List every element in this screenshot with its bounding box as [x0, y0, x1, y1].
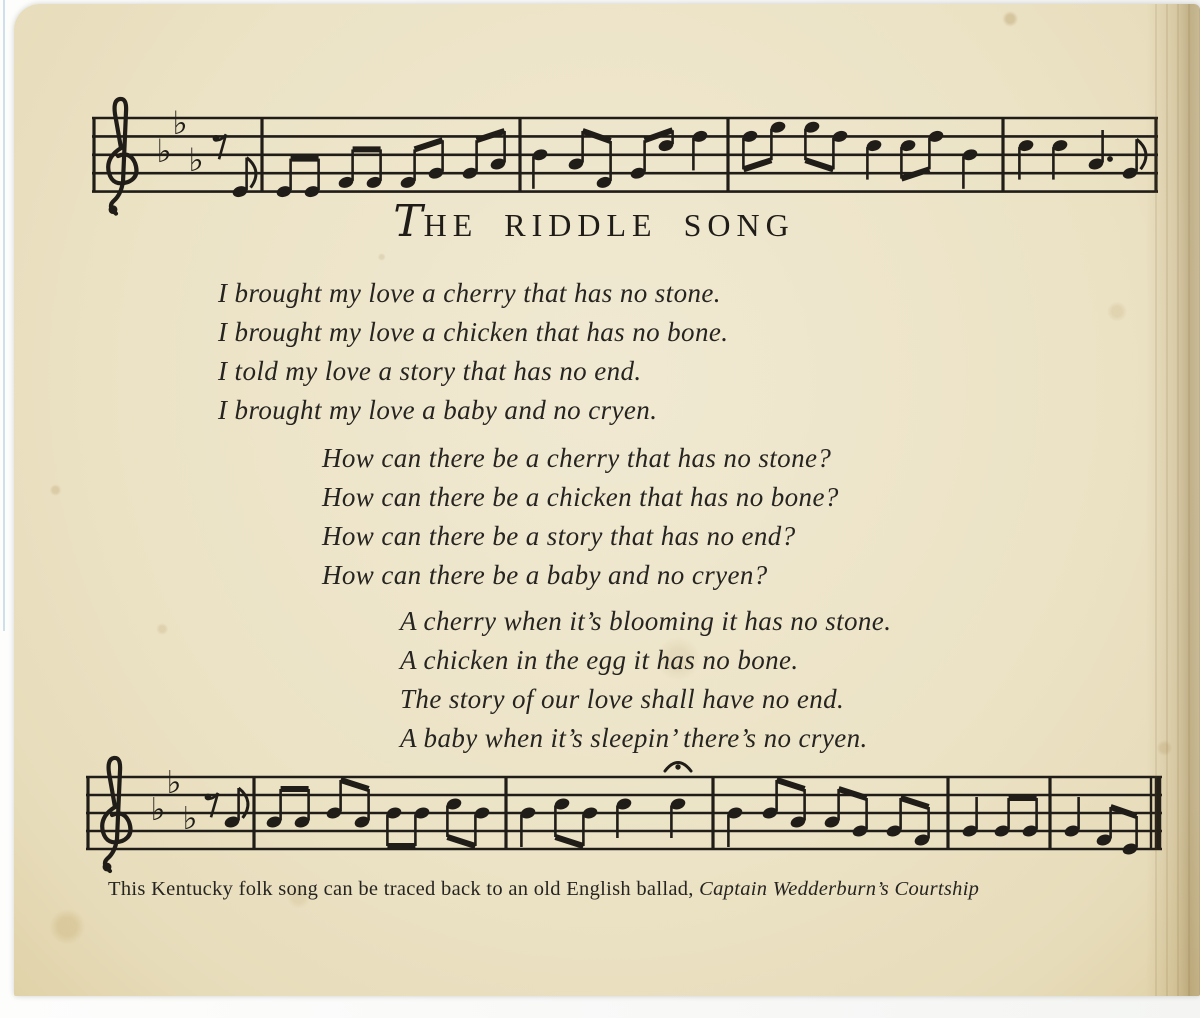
lyric-line: How can there be a chicken that has no bone? [322, 482, 839, 512]
lyric-line: A cherry when it’s blooming it has no stone. [400, 606, 892, 636]
scan-edge-line [3, 0, 5, 631]
beam [341, 780, 369, 789]
lyric-line: I told my love a story that has no end. [218, 356, 642, 386]
lyric-line: A chicken in the egg it has no bone. [400, 645, 799, 675]
flat-sign-icon: ♭ [166, 765, 182, 801]
fermata-icon [665, 763, 691, 772]
stanza-1 [218, 274, 728, 430]
footnote-text: This Kentucky folk song can be traced back to an old English ballad, [108, 878, 700, 900]
beam [743, 160, 771, 169]
song-title [14, 196, 1174, 247]
flat-sign-icon: ♭ [172, 104, 188, 143]
stanza-2 [322, 439, 839, 595]
flat-sign-icon: ♭ [188, 141, 204, 179]
beam [415, 140, 443, 149]
treble-clef-icon [102, 758, 130, 871]
lyric-line: How can there be a baby and no cryen? [322, 560, 768, 590]
lyric-line: How can there be a cherry that has no stone? [322, 443, 832, 473]
beam [805, 160, 833, 169]
lyric-line: The story of our love shall have no end. [400, 684, 845, 714]
flat-sign-icon: ♭ [150, 792, 166, 828]
beam [839, 789, 867, 798]
beam [777, 780, 805, 789]
lyric-line: I brought my love a chicken that has no bone. [218, 317, 729, 347]
footnote-ballad-title: Captain Wedderburn’s Courtship [699, 878, 980, 900]
songbook-page [14, 4, 1200, 996]
beam [447, 837, 475, 846]
flat-sign-icon: ♭ [182, 801, 198, 837]
footnote [108, 878, 979, 901]
ornamental-initial: T [393, 196, 423, 247]
flat-sign-icon: ♭ [156, 131, 172, 170]
beam [1111, 807, 1137, 816]
lyric-line: I brought my love a cherry that has no stone. [218, 278, 721, 308]
beam [901, 798, 929, 807]
lyric-line: How can there be a story that has no end? [322, 521, 796, 551]
lyric-line: I brought my love a baby and no cryen. [218, 395, 658, 425]
beam [555, 837, 583, 846]
song-title-text: HE RIDDLE SONG [423, 207, 795, 243]
lyric-line: A baby when it’s sleepin’ there’s no cryen. [400, 723, 868, 753]
